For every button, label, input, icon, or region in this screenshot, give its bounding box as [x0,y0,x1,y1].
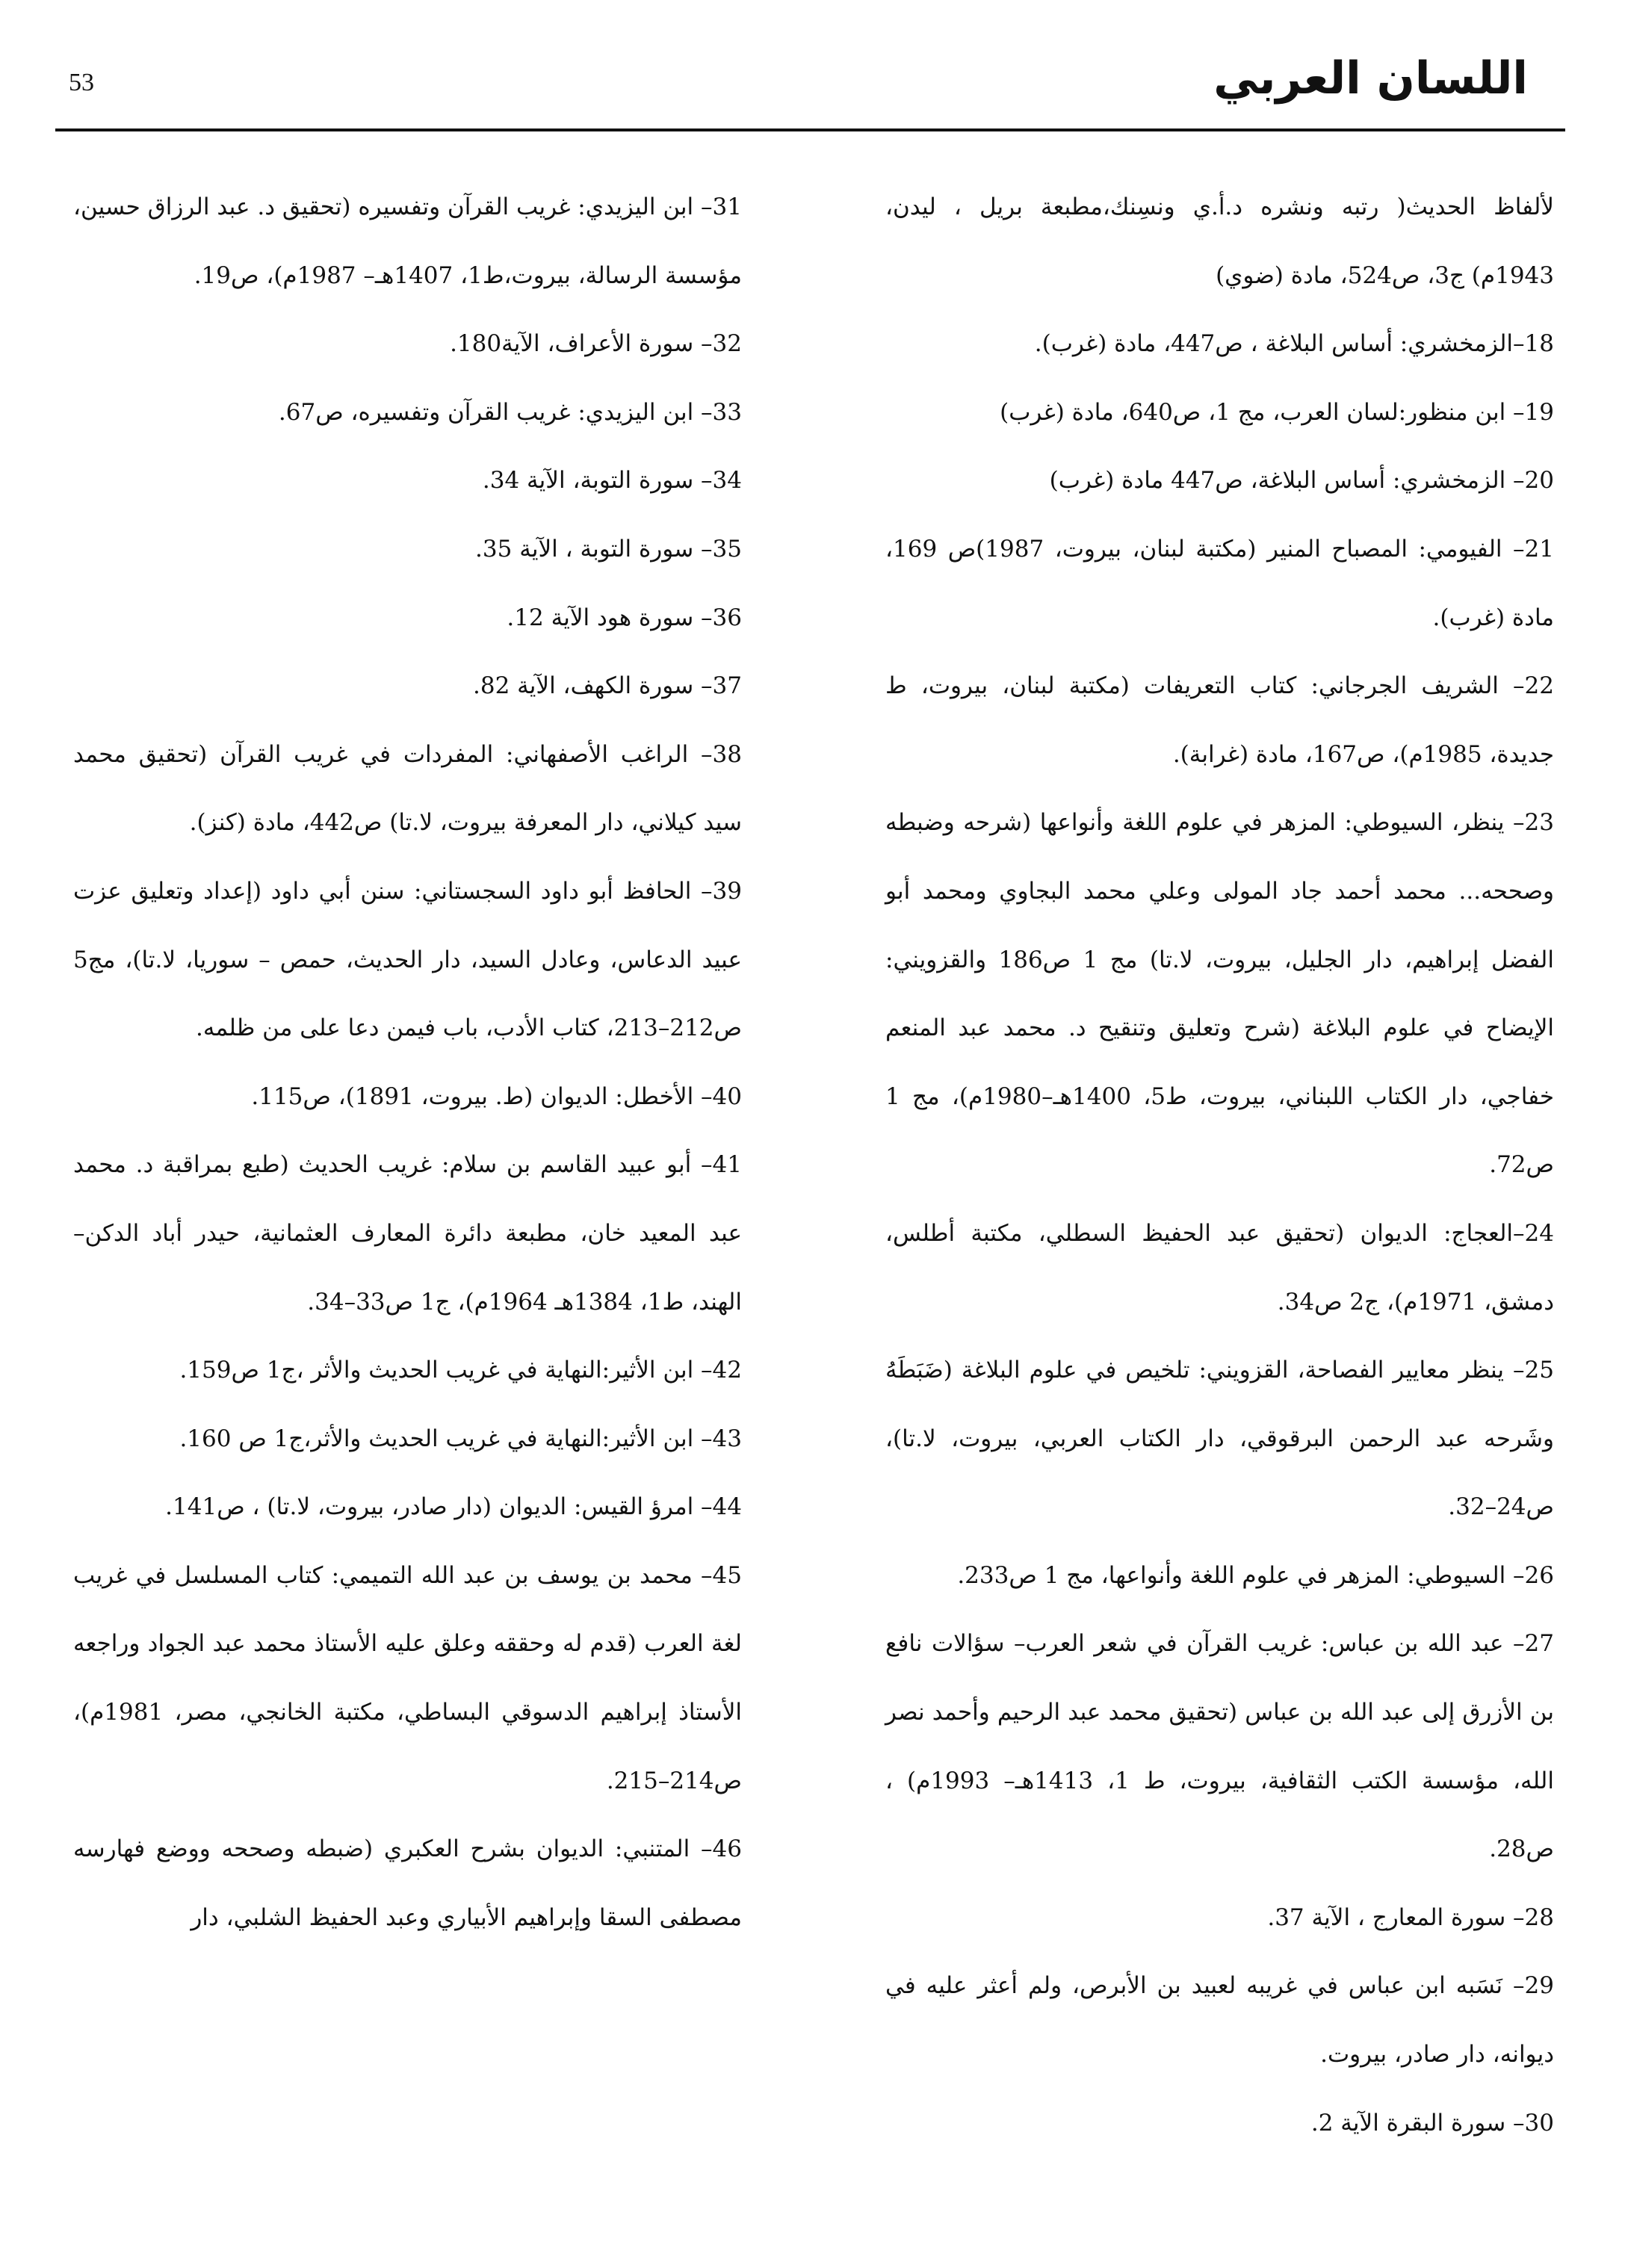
footnote-25: 25– ينظر معايير الفصاحة، القزويني: تلخيص في علوم البلاغة (ضَبَطَهُ وشَرحه عبد الرحمن البرقوقي، دار الكتاب العربي، بيروت، لا.تا)، ص24–32. [885,1357,1554,1521]
footnote-37: 37– سورة الكهف، الآية 82. [473,672,742,700]
footnote-31: 31– ابن اليزيدي: غريب القرآن وتفسيره (تحقيق د. عبد الرزاق حسين، مؤسسة الرسالة، بيروت،ط1، 1407هـ– 1987م)، ص19. [73,193,742,289]
footnote-42: 42– ابن الأثير:النهاية في غريب الحديث والأثر ،ج1 ص159. [179,1357,742,1384]
footnote-19: 19– ابن منظور:لسان العرب، مج 1، ص640، مادة (غرب) [1000,398,1554,426]
footnote-35: 35– سورة التوبة ، الآية 35. [475,535,742,563]
footnote-32: 32– سورة الأعراف، الآية180. [450,330,742,358]
footnote-38: 38– الراغب الأصفهاني: المفردات في غريب القرآن (تحقيق محمد سيد كيلاني، دار المعرفة بيروت، لا.تا) ص442، مادة (كنز). [73,740,742,837]
footnote-39: 39– الحافظ أبو داود السجستاني: سنن أبي داود (إعداد وتعليق عزت عبيد الدعاس، وعادل السيد، دار الحديث، حمص – سوريا، لا.تا)، مج5 ص212–213، كتاب الأدب، باب فيمن دعا على من ظلمه. [73,877,742,1042]
left-column [73,173,742,1952]
footnote-21: 21– الفيومي: المصباح المنير (مكتبة لبنان، بيروت، 1987)ص 169، مادة (غرب). [885,535,1554,631]
footnote-17-cont: لألفاظ الحديث( رتبه ونشره د.أ.ي ونسِنك،مطبعة بريل ، ليدن، 1943م) ج3، ص524، مادة (ضوي) [885,193,1554,289]
footnote-41: 41– أبو عبيد القاسم بن سلام: غريب الحديث (طبع بمراقبة د. محمد عبد المعيد خان، مطبعة دائرة المعارف العثمانية، حيدر أباد الدكن– الهند، ط1، 1384هـ 1964م)، ج1 ص33–34. [73,1151,742,1316]
header-rule [55,128,1565,131]
footnote-22: 22– الشريف الجرجاني: كتاب التعريفات (مكتبة لبنان، بيروت، ط جديدة، 1985م)، ص167، مادة (غرابة). [885,672,1554,768]
footnote-28: 28– سورة المعارج ، الآية 37. [1267,1903,1554,1931]
footnote-45: 45– محمد بن يوسف بن عبد الله التميمي: كتاب المسلسل في غريب لغة العرب (قدم له وحققه وعلق عليه الأستاذ محمد عبد الجواد وراجعه الأستاذ إبراهيم الدسوقي البساطي، مكتبة الخانجي، مصر، 1981م)، ص214–215. [73,1561,742,1794]
footnote-24: 24–العجاج: الديوان (تحقيق عبد الحفيظ السطلي، مكتبة أطلس، دمشق، 1971م)، ج2 ص34. [885,1219,1554,1316]
footnote-27: 27– عبد الله بن عباس: غريب القرآن في شعر العرب– سؤالات نافع بن الأزرق إلى عبد الله بن عباس (تحقيق محمد عبد الرحيم وأحمد نصر الله، مؤسسة الكتب الثقافية، بيروت، ط 1، 1413هـ– 1993م) ، ص28. [885,1630,1554,1863]
footnote-36: 36– سورة هود الآية 12. [507,604,742,631]
footnote-29: 29– نَسَبه ابن عباس في غريبه لعبيد بن الأبرص، ولم أعثر عليه في ديوانه، دار صادر، بيروت. [885,1972,1554,2069]
footnote-33: 33– ابن اليزيدي: غريب القرآن وتفسيره، ص67. [278,398,742,426]
page-number: 53 [69,69,94,96]
footnote-40: 40– الأخطل: الديوان (ط. بيروت، 1891)، ص115. [251,1082,742,1110]
footnote-23: 23– ينظر، السيوطي: المزهر في علوم اللغة وأنواعها (شرحه وضبطه وصححه... محمد أحمد جاد المولى وعلي محمد البجاوي ومحمد أبو الفضل إبراهيم، دار الجليل، بيروت، لا.تا) مج 1 ص186 والقزويني: الإيضاح في علوم البلاغة (شرح وتعليق وتنقيح د. محمد عبد المنعم خفاجي، دار الكتاب اللبناني، بيروت، ط5، 1400هـ–1980م)، مج 1 ص72. [885,809,1555,1179]
footnote-46: 46– المتنبي: الديوان بشرح العكبري (ضبطه وصححه ووضع فهارسه مصطفى السقا وإبراهيم الأبياري وعبد الحفيظ الشلبي، دار [73,1835,742,1931]
right-column [885,173,1554,2157]
footnote-26: 26– السيوطي: المزهر في علوم اللغة وأنواعها، مج 1 ص233. [957,1561,1554,1589]
footnote-34: 34– سورة التوبة، الآية 34. [482,467,742,495]
footnote-20: 20– الزمخشري: أساس البلاغة، ص447 مادة (غرب) [1049,467,1554,495]
footnote-43: 43– ابن الأثير:النهاية في غريب الحديث والأثر،ج1 ص 160. [179,1425,742,1452]
footnote-18: 18–الزمخشري: أساس البلاغة ، ص447، مادة (غرب). [1034,330,1554,358]
footnote-30: 30– سورة البقرة الآية 2. [1310,2109,1554,2137]
footnote-44: 44– امرؤ القيس: الديوان (دار صادر، بيروت، لا.تا) ، ص141. [165,1493,742,1521]
journal-title: اللسان العربي [1213,52,1528,105]
